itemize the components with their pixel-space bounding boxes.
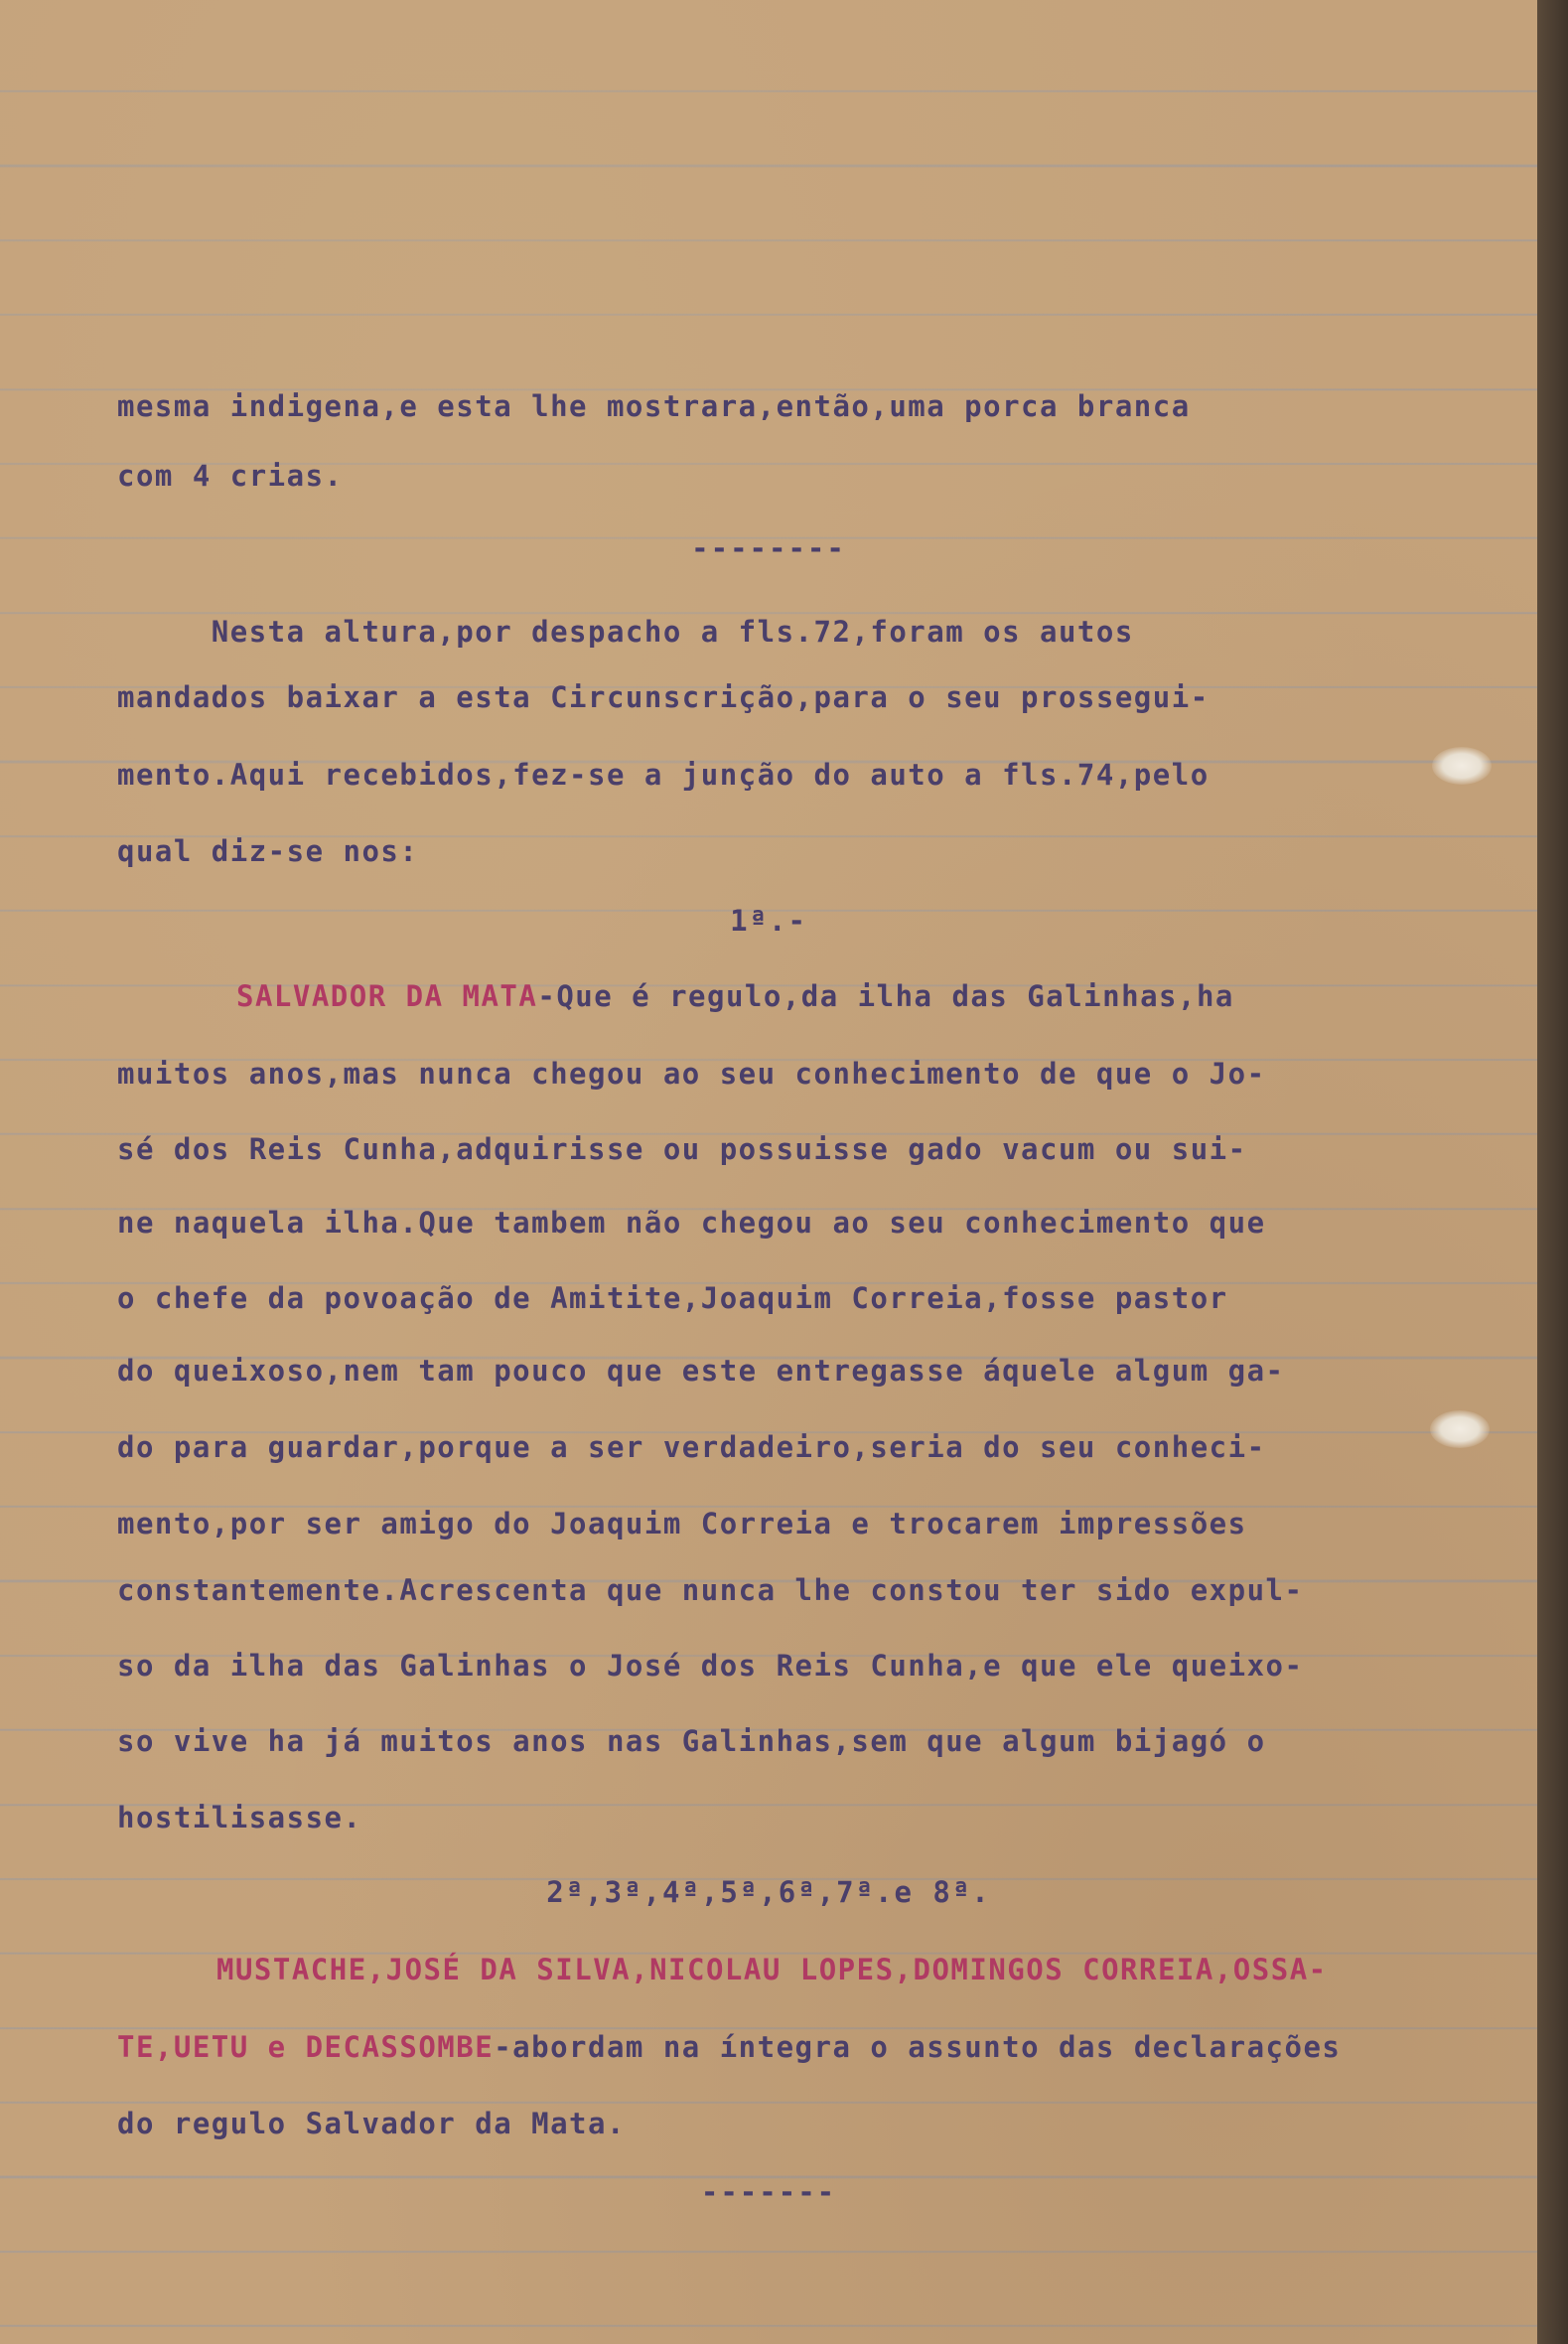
section-2-line-2-text: -abordam na íntegra o assunto das declarações <box>494 2030 1342 2064</box>
deponent-name: SALVADOR DA MATA <box>236 979 538 1013</box>
section-1-line-7: do para guardar,porque a ser verdadeiro,seria do seu conheci- <box>117 1430 1266 1464</box>
section-2-line-3: do regulo Salvador da Mata. <box>117 2107 626 2140</box>
paragraph-1-line-2: com 4 crias. <box>117 459 344 493</box>
section-1-line-3: sé dos Reis Cunha,adquirisse ou possuisse gado vacum ou sui- <box>117 1132 1247 1166</box>
divider-1: -------- <box>691 531 846 565</box>
punch-hole-bottom <box>1430 1410 1490 1448</box>
section-1-first-line <box>236 959 1234 1034</box>
section-1-line-10: so da ilha das Galinhas o José dos Reis Cunha,e que ele queixo- <box>117 1649 1304 1683</box>
paragraph-1-line-1: mesma indigena,e esta lhe mostrara,então,uma porca branca <box>117 389 1191 423</box>
paragraph-2-line-1: Nesta altura,por despacho a fls.72,foram os autos <box>117 615 1134 649</box>
section-1-line-11: so vive ha já muitos anos nas Galinhas,sem que algum bijagó o <box>117 1724 1266 1758</box>
punch-hole-top <box>1432 747 1492 785</box>
section-1-line-6: do queixoso,nem tam pouco que este entregasse áquele algum ga- <box>117 1354 1285 1388</box>
section-1-line-12: hostilisasse. <box>117 1801 362 1834</box>
section-1-line-4: ne naquela ilha.Que tambem não chegou ao seu conhecimento que <box>117 1206 1266 1240</box>
section-2-heading: 2ª,3ª,4ª,5ª,6ª,7ª.e 8ª. <box>546 1875 991 1909</box>
section-2-names-line-1: MUSTACHE,JOSÉ DA SILVA,NICOLAU LOPES,DOMINGOS CORREIA,OSSA- <box>216 1953 1328 1986</box>
section-2-names-line-2: TE,UETU e DECASSOMBE <box>117 2030 495 2064</box>
paragraph-2-line-3: mento.Aqui recebidos,fez-se a junção do auto a fls.74,pelo <box>117 758 1210 792</box>
section-1-first-line-text: -Que é regulo,da ilha das Galinhas,ha <box>537 979 1234 1013</box>
paragraph-2-line-2: mandados baixar a esta Circunscrição,para o seu prossegui- <box>117 680 1210 714</box>
section-1-line-5: o chefe da povoação de Amitite,Joaquim Correia,fosse pastor <box>117 1281 1228 1315</box>
section-1-line-9: constantemente.Acrescenta que nunca lhe constou ter sido expul- <box>117 1573 1304 1607</box>
section-1-line-8: mento,por ser amigo do Joaquim Correia e trocarem impressões <box>117 1507 1247 1540</box>
scan-edge <box>1537 0 1568 2344</box>
section-2-line-2 <box>117 2010 1341 2085</box>
paragraph-2-line-4: qual diz-se nos: <box>117 834 419 868</box>
divider-2: ------- <box>700 2175 837 2209</box>
section-1-heading: 1ª.- <box>730 904 807 938</box>
section-1-line-2: muitos anos,mas nunca chegou ao seu conhecimento de que o Jo- <box>117 1057 1266 1091</box>
